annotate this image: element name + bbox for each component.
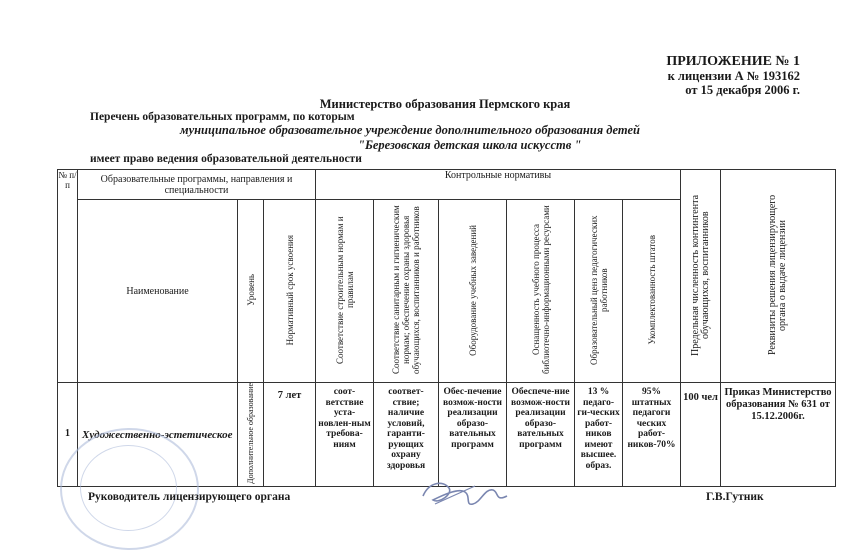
row-level: Дополнительное образование bbox=[238, 383, 264, 487]
row-staff-level: 13 % педаго-ги-ческих работ-ников имеют высшее. образ. bbox=[575, 383, 623, 487]
stamp-inner-ring bbox=[80, 445, 177, 531]
row-library: Обеспече-ние возмож-ности реализации образо-вательных программ bbox=[507, 383, 575, 487]
license-date: от 15 декабря 2006 г. bbox=[685, 83, 800, 97]
header-control-group: Контрольные нормативы bbox=[316, 170, 681, 200]
row-staffing: 95% штатных педагоги ческих работ-ников-70% bbox=[623, 383, 681, 487]
header-num: № п/п bbox=[58, 170, 78, 383]
header-sanitary: Соответствие санитарным и гигиеническим нормам; обеспечение охраны здоровья обучающихся, воспитанников и работников bbox=[374, 200, 439, 383]
row-equipment: Обес-печение возмож-ности реализации образо-вательных программ bbox=[439, 383, 507, 487]
appendix-block bbox=[560, 55, 800, 97]
header-level: Уровень bbox=[238, 200, 264, 383]
header-name: Наименование bbox=[78, 200, 238, 383]
head-name: Г.В.Гутник bbox=[706, 491, 764, 503]
license-right-line: имеет право ведения образовательной деятельности bbox=[90, 153, 362, 165]
list-intro: Перечень образовательных программ, по которым bbox=[90, 111, 355, 123]
header-capacity: Предельная численность контингента обучающихся, воспитанников bbox=[681, 170, 721, 383]
institution-line-2: "Березовская детская школа искусств " bbox=[358, 138, 582, 152]
row-term: 7 лет bbox=[264, 383, 316, 487]
institution-line-1: муниципальное образовательное учреждение дополнительного образования детей bbox=[180, 123, 640, 137]
row-capacity: 100 чел bbox=[681, 383, 721, 487]
signature bbox=[415, 474, 515, 514]
license-number: к лицензии А № 193162 bbox=[667, 69, 800, 83]
appendix-title: ПРИЛОЖЕНИЕ № 1 bbox=[666, 54, 800, 69]
head-label: Руководитель лицензирующего органа bbox=[88, 491, 291, 503]
row-sanitary: соответ-ствие; наличие условий, гаранти-рующих охрану здоровья bbox=[374, 383, 439, 487]
header-staff-level: Образовательный ценз педагогических работников bbox=[575, 200, 623, 383]
header-staffing: Укомплектованность штатов bbox=[623, 200, 681, 383]
row-decision: Приказ Министерство образования № 631 от 15.12.2006г. bbox=[721, 383, 836, 487]
official-stamp bbox=[60, 428, 199, 550]
header-equipment: Оборудование учебных заведений bbox=[439, 200, 507, 383]
header-decision: Реквизиты решения лицензирующего органа о выдаче лицензии bbox=[721, 170, 836, 383]
header-norms: Соответствие строительным нормам и правилам bbox=[316, 200, 374, 383]
header-term: Нормативный срок усвоения bbox=[264, 200, 316, 383]
row-num: 1 bbox=[58, 383, 78, 487]
header-library: Оснащенность учебного процесса библиотечно-информационными ресурсами bbox=[507, 200, 575, 383]
ministry-title: Министерство образования Пермского края bbox=[319, 97, 571, 111]
programs-table bbox=[57, 169, 836, 487]
row-norms: соот-ветствие уста-новлен-ным требова-ниям bbox=[316, 383, 374, 487]
header-programs-group: Образовательные программы, направления и специальности bbox=[78, 170, 316, 200]
row-program-name: Художественно-эстетическое bbox=[78, 383, 238, 487]
